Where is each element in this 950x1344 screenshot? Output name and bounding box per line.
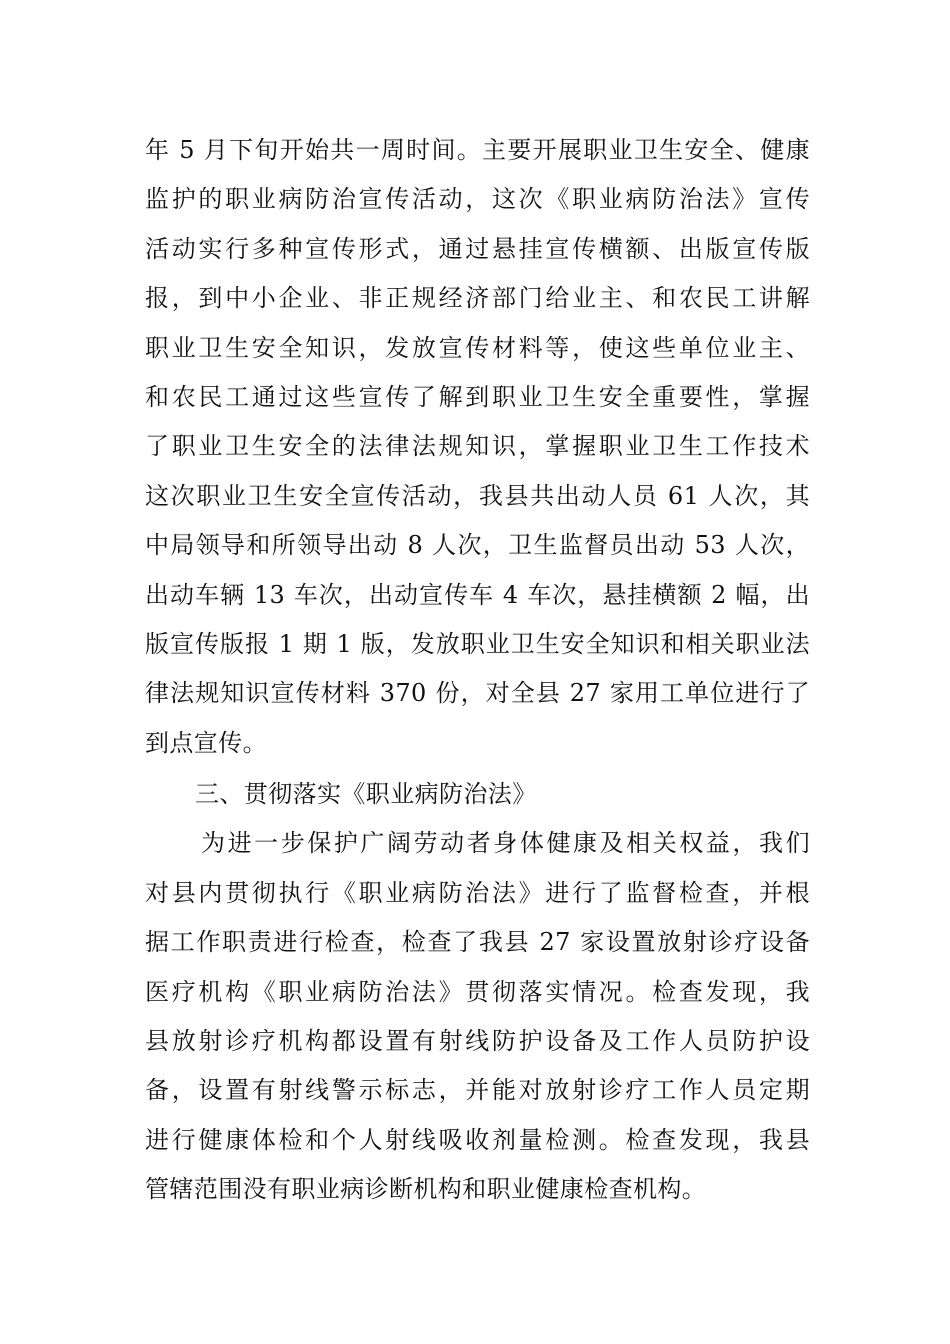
paragraph-line: 这次职业卫生安全宣传活动，我县共出动人员 61 人次，其 <box>145 481 810 510</box>
paragraph-line: 律法规知识宣传材料 370 份，对全县 27 家用工单位进行了 <box>145 679 810 708</box>
paragraph-line: 县放射诊疗机构都设置有射线防护设备及工作人员防护设 <box>145 1026 810 1055</box>
paragraph-line: 活动实行多种宣传形式，通过悬挂宣传横额、出版宣传版 <box>145 234 810 263</box>
section-heading: 三、贯彻落实《职业病防治法》 <box>195 780 537 808</box>
paragraph-line: 版宣传版报 1 期 1 版，发放职业卫生安全知识和相关职业法 <box>145 629 810 658</box>
paragraph-line: 监护的职业病防治宣传活动，这次《职业病防治法》宣传 <box>145 185 810 214</box>
paragraph-line: 据工作职责进行检查，检查了我县 27 家设置放射诊疗设备 <box>145 928 810 957</box>
paragraph-line: 中局领导和所领导出动 8 人次，卫生监督员出动 53 人次， <box>145 531 810 560</box>
paragraph-line: 出动车辆 13 车次，出动宣传车 4 车次，悬挂横额 2 幅，出 <box>145 580 810 609</box>
paragraph-line: 报，到中小企业、非正规经济部门给业主、和农民工讲解 <box>145 284 810 313</box>
paragraph-line: 管辖范围没有职业病诊断机构和职业健康检查机构。 <box>145 1175 707 1204</box>
paragraph-line: 职业卫生安全知识，发放宣传材料等，使这些单位业主、 <box>145 333 810 362</box>
paragraph-line: 医疗机构《职业病防治法》贯彻落实情况。检查发现，我 <box>145 977 810 1006</box>
section-3 <box>145 770 810 1215</box>
paragraph-1 <box>145 126 810 768</box>
paragraph-line: 年 5 月下旬开始共一周时间。主要开展职业卫生安全、健康 <box>145 136 810 164</box>
paragraph-line: 对县内贯彻执行《职业病防治法》进行了监督检查，并根 <box>145 878 810 907</box>
paragraph-line: 为进一步保护广阔劳动者身体健康及相关权益，我们 <box>201 829 810 858</box>
paragraph-line: 了职业卫生安全的法律法规知识，掌握职业卫生工作技术 <box>145 432 810 461</box>
paragraph-line: 和农民工通过这些宣传了解到职业卫生安全重要性，掌握 <box>145 382 810 411</box>
paragraph-line: 到点宣传。 <box>145 728 267 757</box>
paragraph-line: 备，设置有射线警示标志，并能对放射诊疗工作人员定期 <box>145 1076 810 1105</box>
paragraph-line: 进行健康体检和个人射线吸收剂量检测。检查发现，我县 <box>145 1125 810 1154</box>
